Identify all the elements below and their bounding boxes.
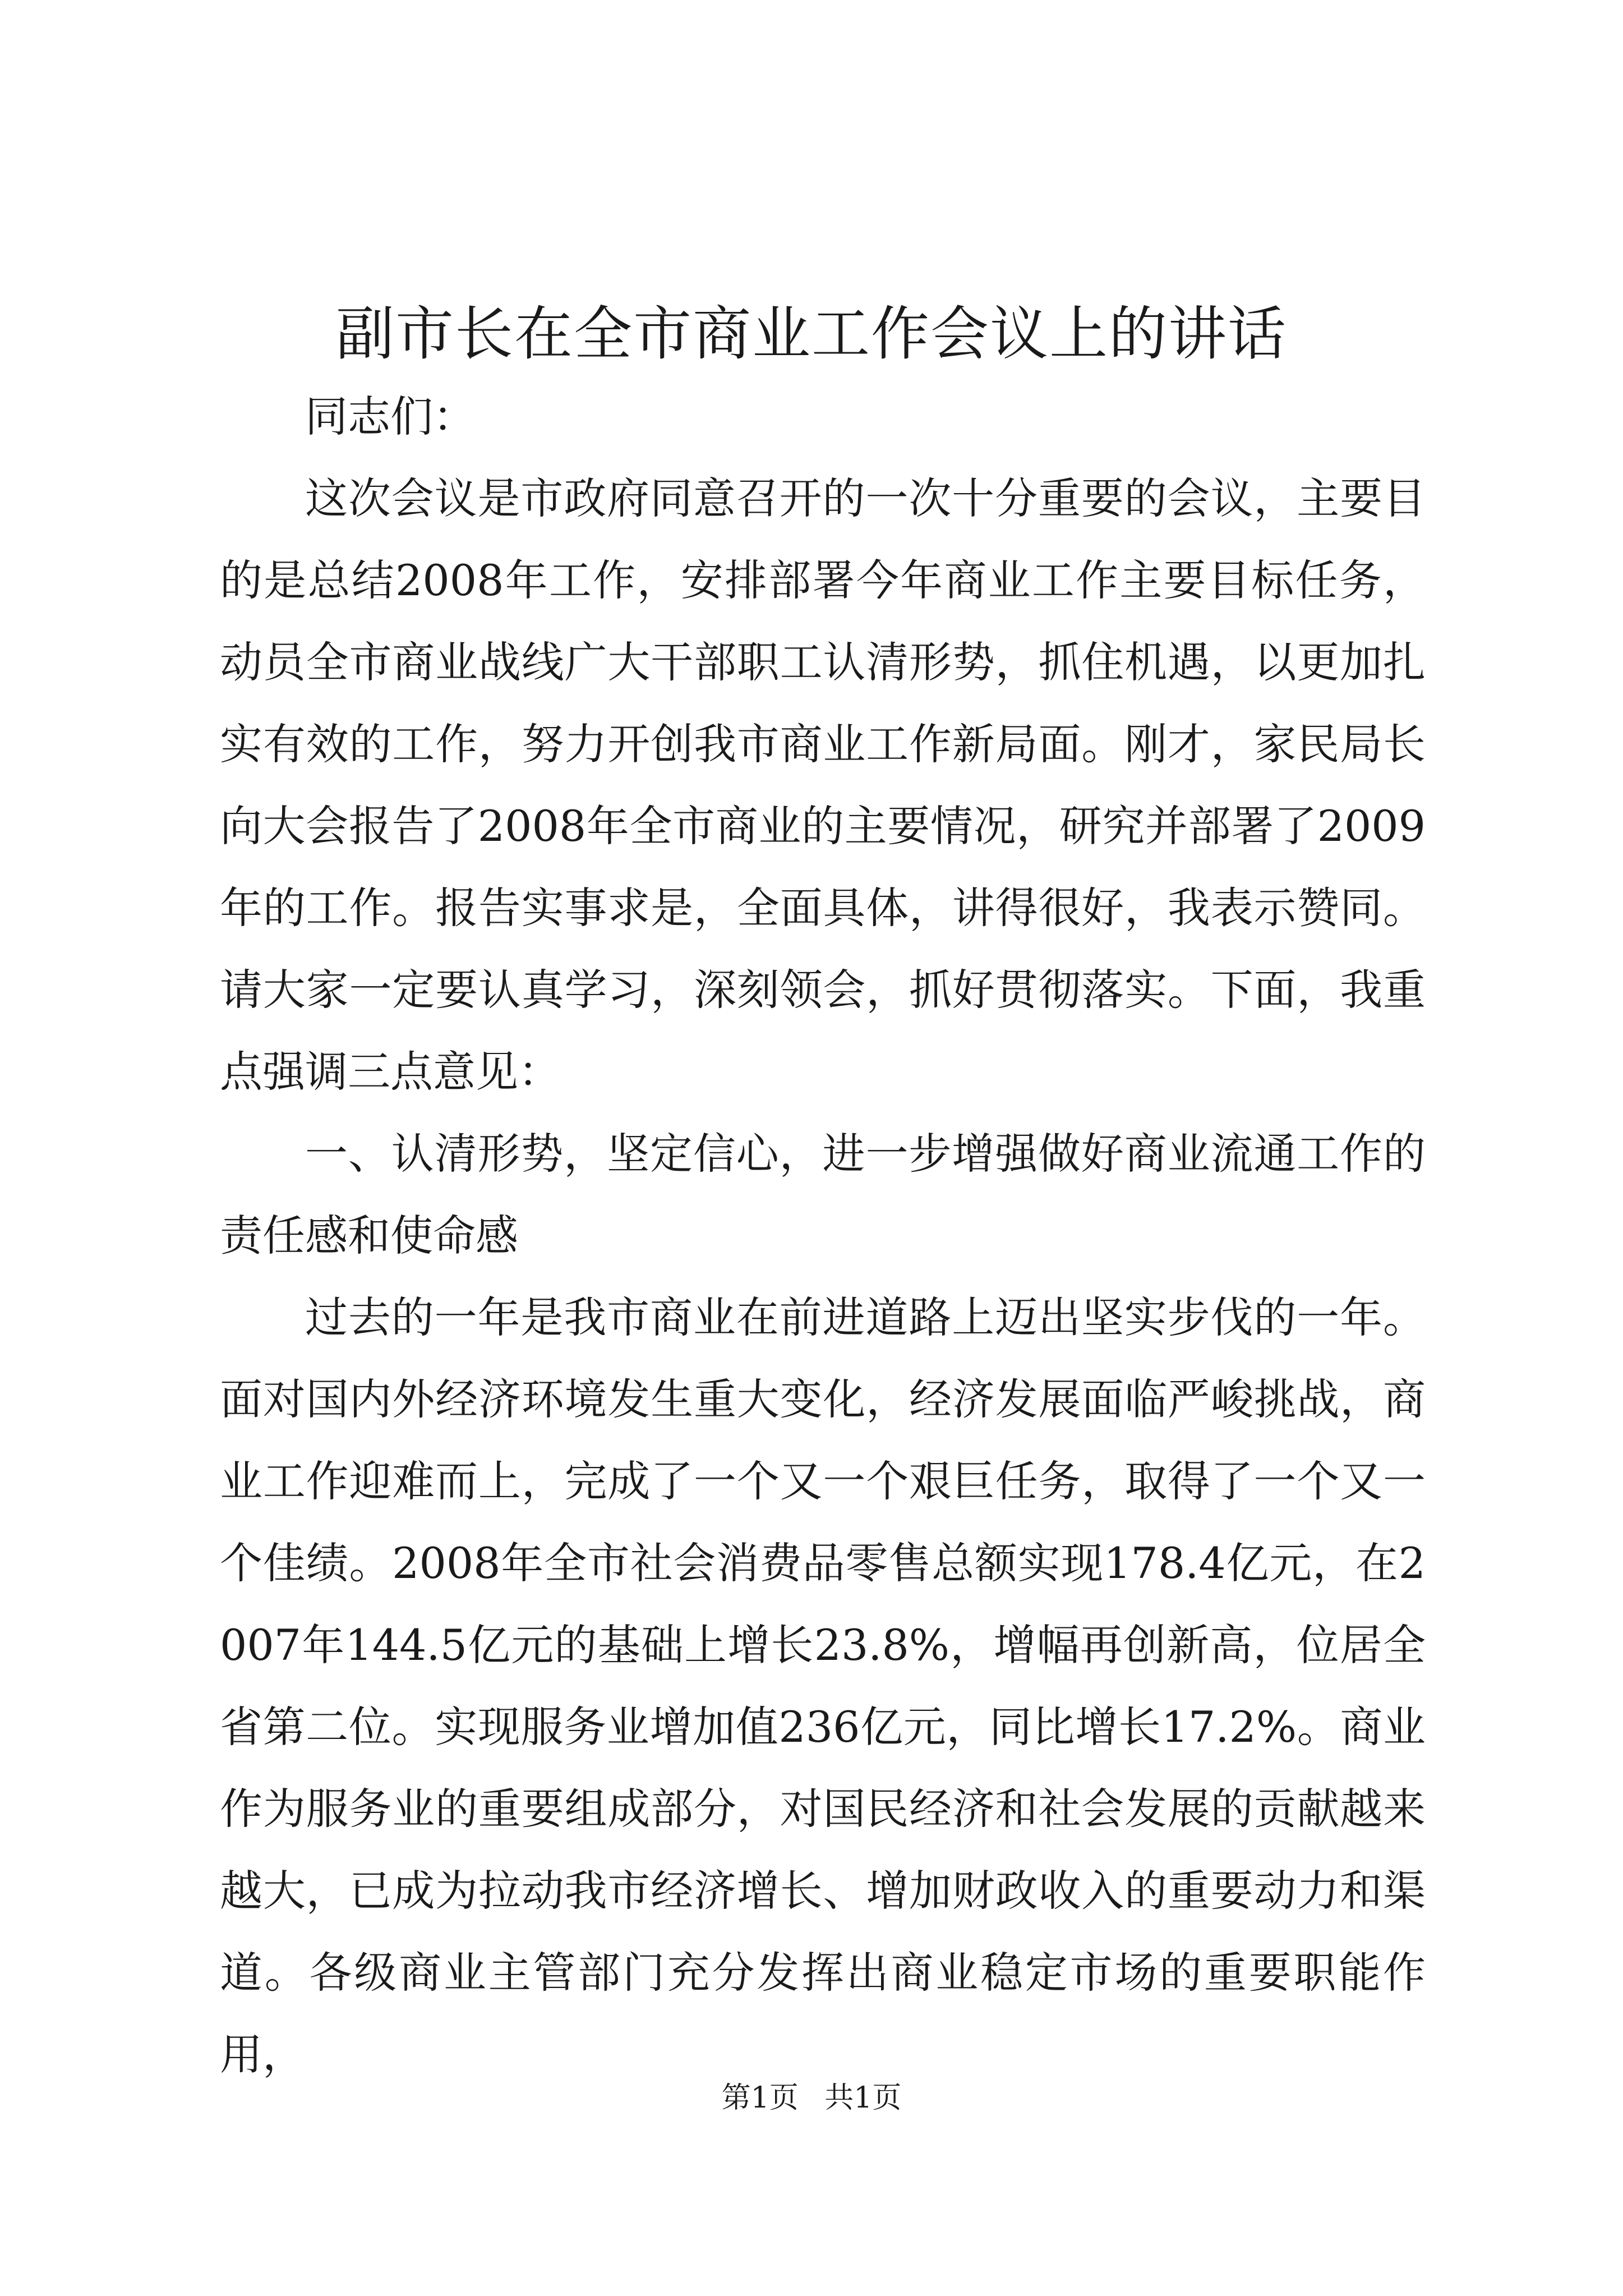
section-heading-1: 一、认清形势，坚定信心，进一步增强做好商业流通工作的责任感和使命感	[220, 1129, 1426, 1260]
page-footer	[0, 2076, 1623, 2120]
page-number-total: 共1页	[824, 2081, 902, 2115]
review-paragraph: 过去的一年是我市商业在前进道路上迈出坚实步伐的一年。面对国内外经济环境发生重大变化，经济发展面临严峻挑战，商业工作迎难而上，完成了一个又一个艰巨任务，取得了一个又一个佳绩。2008年全市社会消费品零售总额实现178.4亿元，在2007年144.5亿元的基础上增长23.8%，增幅再创新高，位居全省第二位。实现服务业增加值236亿元，同比增长17.2%。商业作为服务业的重要组成部分，对国民经济和社会发展的贡献越来越大，已成为拉动我市经济增长、增加财政收入的重要动力和渠道。各级商业主管部门充分发挥出商业稳定市场的重要职能作用，	[220, 1292, 1426, 2079]
salutation-paragraph: 同志们：	[305, 392, 476, 441]
page-number-current: 第1页	[721, 2081, 799, 2115]
document-title: 副市长在全市商业工作会议上的讲话	[335, 300, 1287, 368]
document-body	[220, 376, 1426, 2096]
intro-paragraph: 这次会议是市政府同意召开的一次十分重要的会议，主要目的是总结2008年工作，安排部署今年商业工作主要目标任务，动员全市商业战线广大干部职工认清形势，抓住机遇，以更加扎实有效的工作，努力开创我市商业工作新局面。刚才，家民局长向大会报告了2008年全市商业的主要情况，研究并部署了2009年的工作。报告实事求是，全面具体，讲得很好，我表示赞同。请大家一定要认真学习，深刻领会，抓好贯彻落实。下面，我重点强调三点意见：	[220, 473, 1426, 1097]
